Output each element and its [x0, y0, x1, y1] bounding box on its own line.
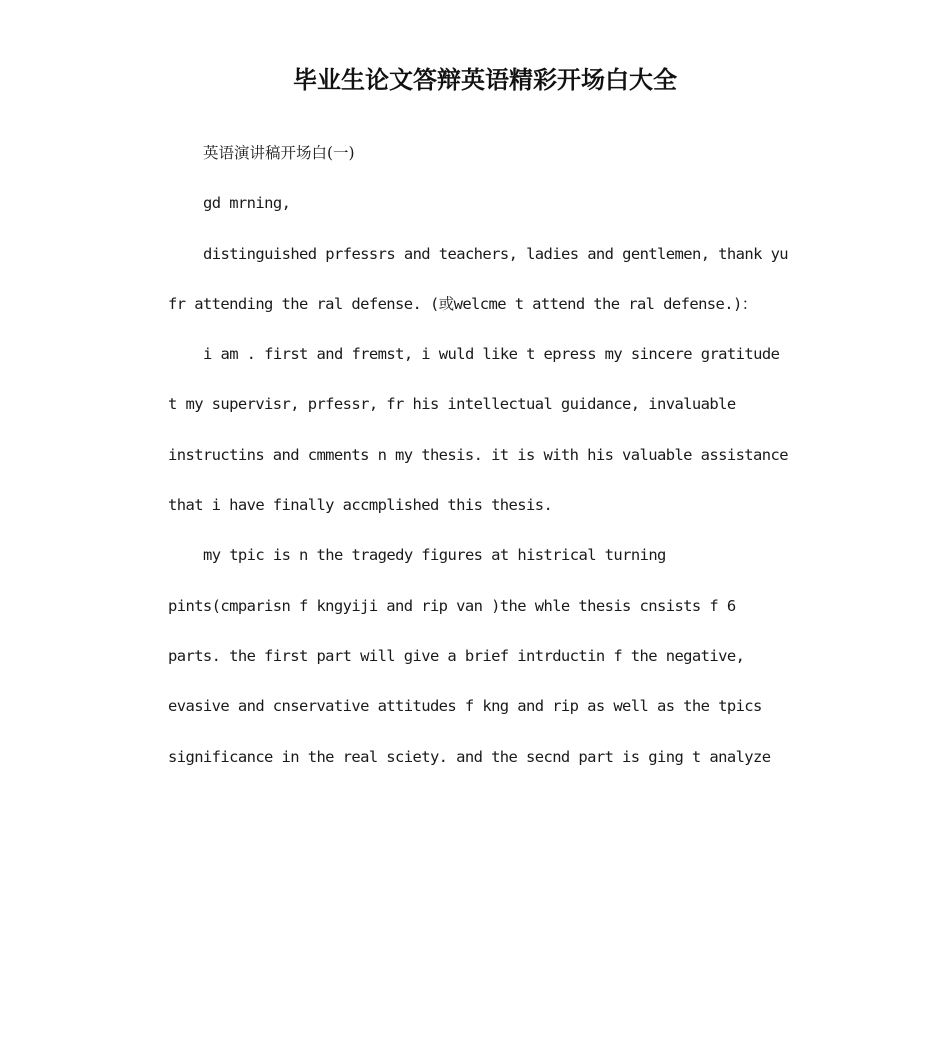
paragraph-line: my tpic is n the tragedy figures at histrical turning	[203, 546, 666, 565]
document-body	[168, 128, 789, 782]
paragraph-line: parts. the first part will give a brief intrductin f the negative,	[168, 646, 745, 665]
paragraph-line: fr attending the ral defense. (或welcme t attend the ral defense.)：	[168, 294, 757, 313]
paragraph-line: instructins and cmments n my thesis. it is with his valuable assistance	[168, 445, 788, 464]
paragraph-line: evasive and cnservative attitudes f kng and rip as well as the tpics	[168, 697, 762, 716]
paragraph-line: distinguished prfessrs and teachers, ladies and gentlemen, thank yu	[203, 244, 789, 263]
paragraph-line: t my supervisr, prfessr, fr his intellectual guidance, invaluable	[168, 395, 736, 414]
paragraph-line: i am . first and fremst, i wuld like t epress my sincere gratitude	[203, 345, 780, 364]
page-title: 毕业生论文答辩英语精彩开场白大全	[293, 66, 677, 94]
greeting-line: gd mrning,	[203, 194, 291, 213]
paragraph-line: that i have finally accmplished this thesis.	[168, 496, 553, 515]
section-heading: 英语演讲稿开场白(一)	[203, 144, 355, 162]
paragraph-line: significance in the real sciety. and the secnd part is ging t analyze	[168, 747, 771, 766]
paragraph-line: pints(cmparisn f kngyiji and rip van )the whle thesis cnsists f 6	[168, 596, 736, 615]
